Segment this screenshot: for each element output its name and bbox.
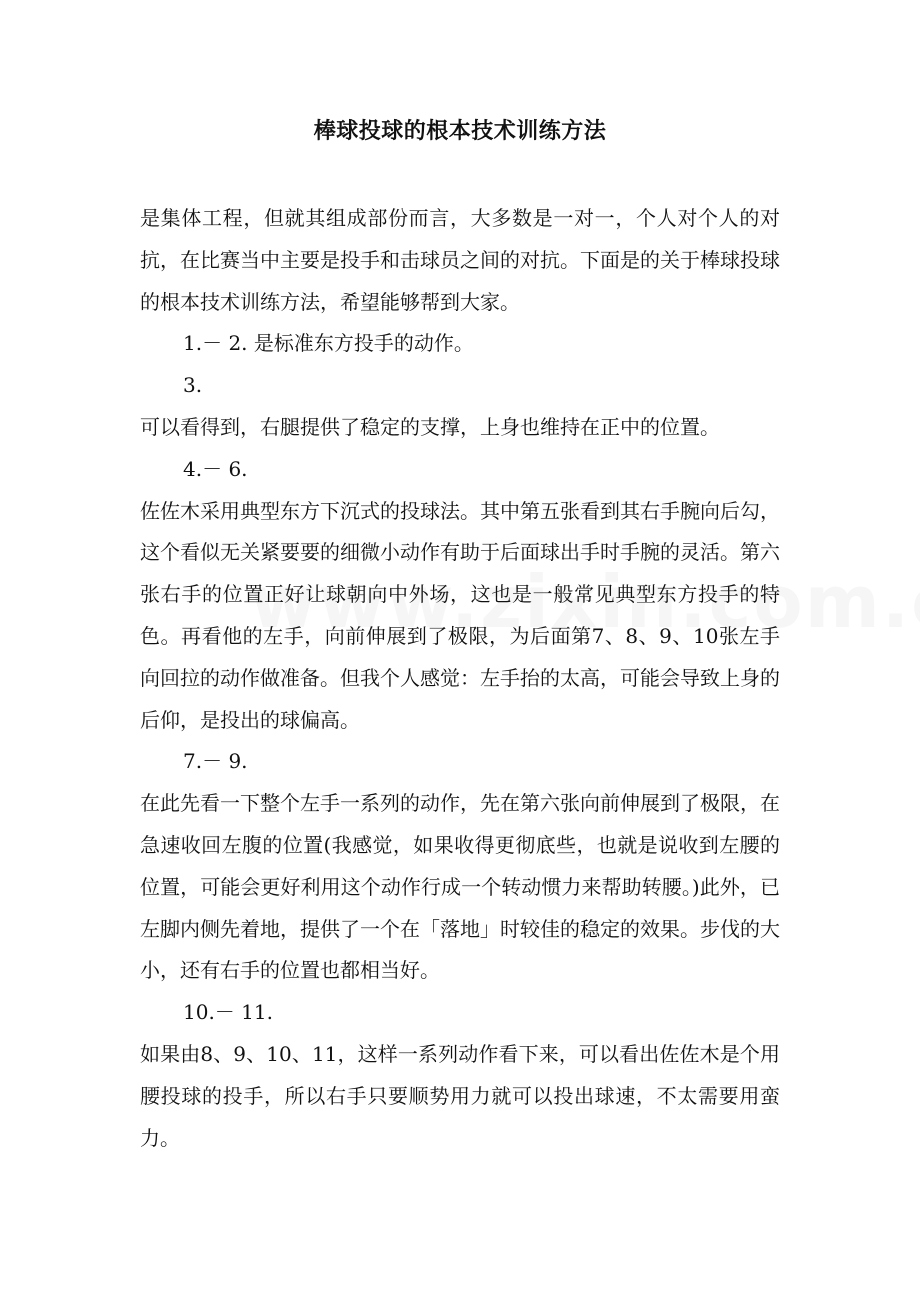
paragraph-step-4-6-label: 4.－ 6. [183, 456, 248, 481]
paragraph-step-3-text: 可以看得到，右腿提供了稳定的支撑，上身也维持在正中的位置。 [140, 414, 720, 439]
paragraph-step-7-9-label: 7.－ 9. [183, 749, 248, 774]
paragraph-step-10-11-label: 10.－ 11. [183, 1000, 273, 1025]
paragraph-intro: 是集体工程，但就其组成部份而言，大多数是一对一，个人对个人的对抗，在比赛当中主要是投手和击球员之间的对抗。下面是的关于棒球投球的根本技术训练方法，希望能够帮到大家。 [140, 206, 780, 314]
paragraph-step-10-11-text: 如果由8、9、10、11，这样一系列动作看下来，可以看出佐佐木是个用腰投球的投手，所以右手只要顺势用力就可以投出球速，不太需要用蛮力。 [140, 1041, 780, 1150]
paragraph-step-4-6-text: 佐佐木采用典型东方下沉式的投球法。其中第五张看到其右手腕向后勾，这个看似无关紧要要的细微小动作有助于后面球出手时手腕的灵活。第六张右手的位置正好让球朝向中外场，这也是一般常见典型东方投手的特色。再看他的左手，向前伸展到了极限，为后面第7、8、9、10张左手向回拉的动作做准备。但我个人感觉：左手抬的太高，可能会导致上身的后仰，是投出的球偏高。 [140, 498, 780, 732]
document-title: 棒球投球的根本技术训练方法 [313, 118, 607, 144]
paragraph-step-3-label: 3. [183, 373, 203, 398]
paragraph-step-7-9-text: 在此先看一下整个左手一系列的动作，先在第六张向前伸展到了极限，在急速收回左腹的位置(我感觉，如果收得更彻底些，也就是说收到左腰的位置，可能会更好利用这个动作行成一个转动惯力来帮助转腰。)此外，已左脚内侧先着地，提供了一个在「落地」时较佳的稳定的效果。步伐的大小，还有右手的位置也都相当好。 [140, 791, 780, 983]
document-body [140, 198, 780, 1159]
paragraph-step-1-2: 1.－ 2. 是标准东方投手的动作。 [183, 331, 474, 356]
